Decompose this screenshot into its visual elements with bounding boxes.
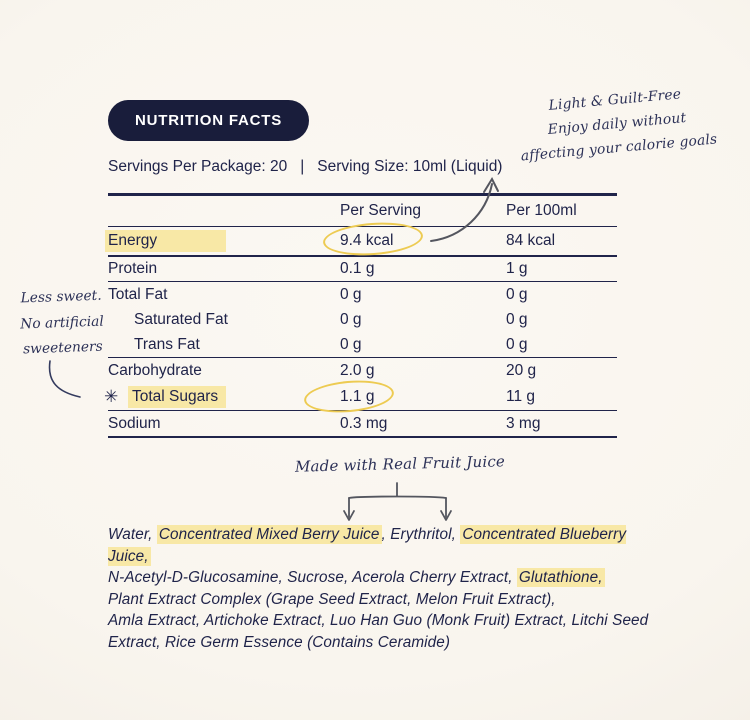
- saturated-fat-per-100ml: 0 g: [506, 310, 528, 328]
- sweetener-note-line2: No artificial: [19, 313, 104, 332]
- ingredient-highlight-mixed-berry: Concentrated Mixed Berry Juice: [158, 526, 380, 543]
- sweetener-note: [7, 283, 118, 363]
- sweetener-note-line1: Less sweet.: [20, 287, 102, 307]
- calorie-note-line2: Enjoy daily without: [547, 110, 687, 139]
- serving-info-line: [108, 158, 502, 176]
- sodium-label: Sodium: [108, 414, 161, 432]
- table-header-row: [108, 196, 617, 227]
- sweetener-curve: [50, 361, 80, 397]
- sodium-per-serving: 0.3 mg: [340, 414, 388, 432]
- separator: |: [300, 158, 305, 175]
- saturated-fat-per-serving: 0 g: [340, 310, 362, 328]
- total-fat-label: Total Fat: [108, 285, 168, 303]
- ingredient-segment: , Erythritol,: [381, 526, 461, 543]
- table-row-total-fat: [108, 282, 617, 307]
- total-fat-per-100ml: 0 g: [506, 285, 528, 303]
- carbohydrate-label: Carbohydrate: [108, 362, 202, 379]
- table-row-trans-fat: [108, 332, 617, 358]
- protein-per-100ml: 1 g: [506, 260, 528, 277]
- ingredient-highlight-blueberry: Concentrated Blueberry Juice,: [108, 526, 627, 565]
- table-row-protein: [108, 257, 617, 282]
- nutrition-facts-badge: NUTRITION FACTS: [108, 100, 309, 141]
- table-row-sodium: [108, 411, 617, 438]
- trans-fat-per-100ml: 0 g: [506, 335, 528, 353]
- total-sugars-per-serving: 1.1 g: [340, 388, 375, 405]
- saturated-fat-label: Saturated Fat: [134, 310, 228, 328]
- ingredient-segment: Extract, Rice Germ Essence (Contains Ceramide): [108, 633, 451, 651]
- ingredients-list: [108, 524, 668, 654]
- trans-fat-label: Trans Fat: [134, 335, 200, 353]
- calorie-note-line3: affecting your calorie goals: [520, 131, 718, 165]
- header-per-100ml: Per 100ml: [506, 202, 577, 219]
- total-fat-per-serving: 0 g: [340, 285, 362, 303]
- energy-per-serving: 9.4 kcal: [340, 232, 394, 249]
- protein-per-serving: 0.1 g: [340, 260, 375, 277]
- servings-per-package: Servings Per Package: 20: [108, 158, 288, 175]
- serving-size: Serving Size: 10ml (Liquid): [317, 158, 503, 175]
- ingredient-segment: Water,: [108, 526, 157, 543]
- sodium-per-100ml: 3 mg: [506, 414, 541, 432]
- carbohydrate-per-100ml: 20 g: [506, 362, 537, 379]
- header-per-serving: Per Serving: [340, 202, 421, 219]
- ingredient-segment: Plant Extract Complex (Grape Seed Extract, Melon Fruit Extract),: [108, 590, 556, 608]
- calorie-note-line1: Light & Guilt-Free: [547, 86, 682, 114]
- calorie-note: [503, 78, 730, 169]
- total-sugars-label-highlight: Total Sugars: [128, 386, 226, 408]
- table-row-saturated-fat: [108, 307, 617, 332]
- fruit-juice-note: Made with Real Fruit Juice: [294, 452, 506, 476]
- fruit-juice-connector: [344, 483, 451, 520]
- ingredient-highlight-glutathione: Glutathione,: [518, 569, 603, 587]
- trans-fat-per-serving: 0 g: [340, 335, 362, 353]
- carbohydrate-per-serving: 2.0 g: [340, 362, 375, 379]
- energy-per-100ml: 84 kcal: [506, 232, 556, 249]
- sweetener-note-line3: sweeteners: [22, 338, 103, 358]
- ingredient-segment: Amla Extract, Artichoke Extract, Luo Han Guo (Monk Fruit) Extract, Litchi Seed: [108, 612, 649, 630]
- protein-label: Protein: [108, 260, 158, 277]
- total-sugars-per-100ml: 11 g: [506, 388, 536, 405]
- energy-label-highlight: Energy: [105, 230, 226, 252]
- ingredient-segment: N-Acetyl-D-Glucosamine, Sucrose, Acerola Cherry Extract,: [108, 569, 517, 587]
- asterisk-star-icon: ✳: [104, 387, 119, 407]
